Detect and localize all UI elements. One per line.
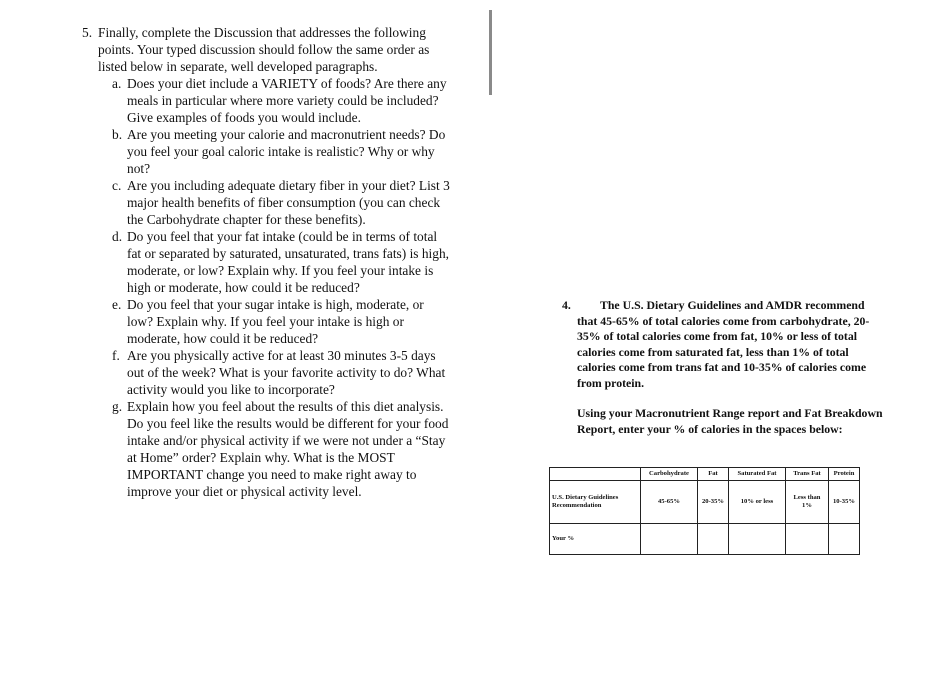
subitem-text: Explain how you feel about the results of this diet analysis. Do you feel like the results would be different for your food intake and/or physical activity if we were not under a “Stay at Home” order? Explain why. What is the MOST IMPORTANT change you need to make right away to improve your diet or physical activity level. [127,399,449,499]
instructions-paragraph: Using your Macronutrient Range report and Fat Breakdown Report, enter your % of calories in the spaces below: [577,406,883,436]
entry-cell[interactable] [698,524,729,555]
subitem [112,126,452,177]
entry-cell[interactable] [641,524,698,555]
subitem [112,347,452,398]
table-cell: Less than 1% [786,481,829,524]
subitem-text: Does your diet include a VARIETY of foods? Are there any meals in particular where more variety could be included? Give examples of foods you would include. [127,76,447,125]
entry-cell[interactable] [729,524,786,555]
subitem-text: Are you including adequate dietary fiber in your diet? List 3 major health benefits of fiber consumption (you can check the Carbohydrate chapter for these benefits). [127,178,450,227]
entry-cell[interactable] [829,524,860,555]
subitem-label: d. [112,229,123,244]
macronutrient-table [549,467,860,555]
row-label: U.S. Dietary Guidelines Recommendation [550,481,641,524]
subitem [112,228,452,296]
column-header: Saturated Fat [729,468,786,481]
empty-header-cell [550,468,641,481]
subitem [112,177,452,228]
subitem-label: e. [112,297,122,312]
discussion-instructions [82,24,452,500]
subitem-label: b. [112,127,123,142]
subitem-text: Are you meeting your calorie and macronutrient needs? Do you feel your goal caloric intake is realistic? Why or why not? [127,127,446,176]
table-cell: 10% or less [729,481,786,524]
item-number: 4. [562,298,571,312]
table-row [550,524,860,555]
column-header: Carbohydrate [641,468,698,481]
table-row [550,481,860,524]
subitem-text: Are you physically active for at least 30 minutes 3-5 days out of the week? What is your favorite activity to do? What activity would you like to incorporate? [127,348,446,397]
column-header: Protein [829,468,860,481]
item-text: Finally, complete the Discussion that addresses the following points. Your typed discussion should follow the same order as listed below in separate, well developed paragraphs. [98,25,430,74]
guidelines-section [562,298,887,437]
subitem [112,398,452,500]
subitem [112,296,452,347]
table-cell: 10-35% [829,481,860,524]
table-cell: 45-65% [641,481,698,524]
table-cell: 20-35% [698,481,729,524]
subitem-label: f. [112,348,120,363]
row-label: Your % [550,524,641,555]
table-header-row [550,468,860,481]
item-number: 5. [82,25,93,40]
subitem-list [112,75,452,500]
vertical-divider [489,10,492,95]
subitem-label: c. [112,178,122,193]
subitem-label: g. [112,399,123,414]
column-header: Fat [698,468,729,481]
subitem-text: Do you feel that your fat intake (could be in terms of total fat or separated by saturated, unsaturated, trans fats) is high, moderate, or low? Explain why. If you feel your intake is high or moderate, how could it be reduced? [127,229,450,295]
subitem [112,75,452,126]
guidelines-paragraph: The U.S. Dietary Guidelines and AMDR recommend that 45-65% of total calories come from carbohydrate, 20-35% of total calories come from fat, 10% or less of total calories come from saturated fat, less than 1% of total calories come from trans fat and 10-35% of calories come from protein. [577,298,870,390]
discussion-item [82,24,452,75]
column-header: Trans Fat [786,468,829,481]
entry-cell[interactable] [786,524,829,555]
subitem-label: a. [112,76,122,91]
guidelines-text [562,298,887,391]
subitem-text: Do you feel that your sugar intake is high, moderate, or low? Explain why. If you feel your intake is high or moderate, how could it be reduced? [127,297,424,346]
